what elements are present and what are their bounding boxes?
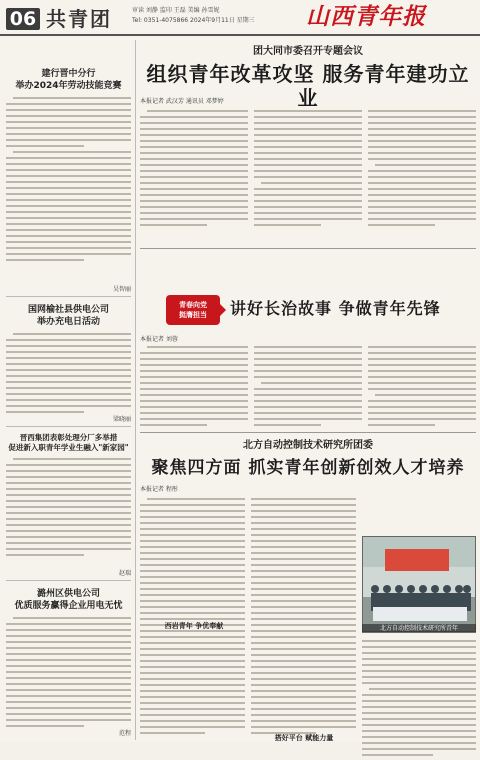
divider bbox=[6, 426, 131, 427]
left-story-4 bbox=[6, 588, 131, 731]
left-story-3 bbox=[6, 433, 131, 560]
main-story-byline: 本报记者 武汉芳 通讯员 邓梦婷 bbox=[140, 98, 224, 105]
contact-date-info: Tel: 0351-4075866 2024年9月11日 星期三 bbox=[132, 17, 255, 24]
left-story-1 bbox=[6, 68, 131, 265]
main-story-headline: 组织青年改革攻坚 服务青年建功立业 bbox=[146, 62, 470, 110]
main-story-text bbox=[140, 110, 476, 230]
left-story-1-author: 吴智丽 bbox=[112, 286, 131, 293]
bottom-story-text-right bbox=[362, 640, 476, 760]
page-number: 06 bbox=[6, 8, 40, 30]
article-text bbox=[6, 333, 131, 413]
article-text bbox=[6, 97, 131, 261]
section-rule bbox=[140, 248, 476, 249]
section-rule bbox=[140, 432, 476, 433]
feature-text bbox=[140, 346, 476, 430]
main-story-kicker: 团大同市委召开专题会议 bbox=[253, 46, 363, 57]
left-story-4-headline: 潞州区供电公司 优质服务赢得企业用电无忧 bbox=[14, 589, 123, 611]
left-story-1-headline: 建行晋中分行 举办2024年劳动技能竞赛 bbox=[15, 69, 122, 91]
photo-caption: 北方自动控制技术研究所青年 bbox=[362, 624, 476, 633]
main-area bbox=[140, 40, 476, 740]
editor-info: 审读 刘静 监印 王磊 美编 孙雪妮 bbox=[132, 7, 220, 14]
left-column bbox=[6, 40, 131, 740]
feature-byline: 本报记者 刘蓉 bbox=[140, 336, 178, 343]
left-story-2-author: 梁晓丽 bbox=[112, 416, 131, 423]
masthead bbox=[0, 0, 480, 36]
column-rule bbox=[135, 40, 136, 740]
article-text bbox=[6, 458, 131, 556]
newspaper-logo: 山西青年报 bbox=[306, 3, 426, 30]
bottom-story-byline: 本报记者 程彤 bbox=[140, 486, 178, 493]
left-story-3-author: 赵瑞 bbox=[118, 570, 131, 577]
feature-badge-text: 青春向党 挺膺担当 bbox=[179, 301, 207, 319]
bottom-subhead-2: 搭好平台 赋能力量 bbox=[274, 734, 334, 742]
masthead-rule bbox=[0, 34, 480, 36]
section-title: 共青团 bbox=[46, 7, 112, 31]
feature-headline: 讲好长治故事 争做青年先锋 bbox=[230, 299, 441, 318]
left-story-2-headline: 国网榆社县供电公司 举办充电日活动 bbox=[27, 305, 109, 327]
article-text bbox=[6, 617, 131, 727]
bottom-story-text bbox=[140, 498, 356, 738]
bottom-story-headline: 聚焦四方面 抓实青年创新创效人才培养 bbox=[151, 458, 465, 478]
bottom-subhead-1: 西岩青年 争优奉献 bbox=[164, 622, 224, 630]
divider bbox=[6, 580, 131, 581]
left-story-3-headline: 晋西集团表彰处理分厂多举措 促进新入职青年学业生融入"新家园" bbox=[8, 433, 129, 452]
left-story-2 bbox=[6, 304, 131, 417]
divider bbox=[6, 296, 131, 297]
group-photo bbox=[362, 536, 476, 632]
feature-badge bbox=[166, 295, 220, 325]
left-story-4-author: 范程 bbox=[118, 730, 131, 737]
bottom-story-kicker: 北方自动控制技术研究所团委 bbox=[243, 440, 373, 451]
